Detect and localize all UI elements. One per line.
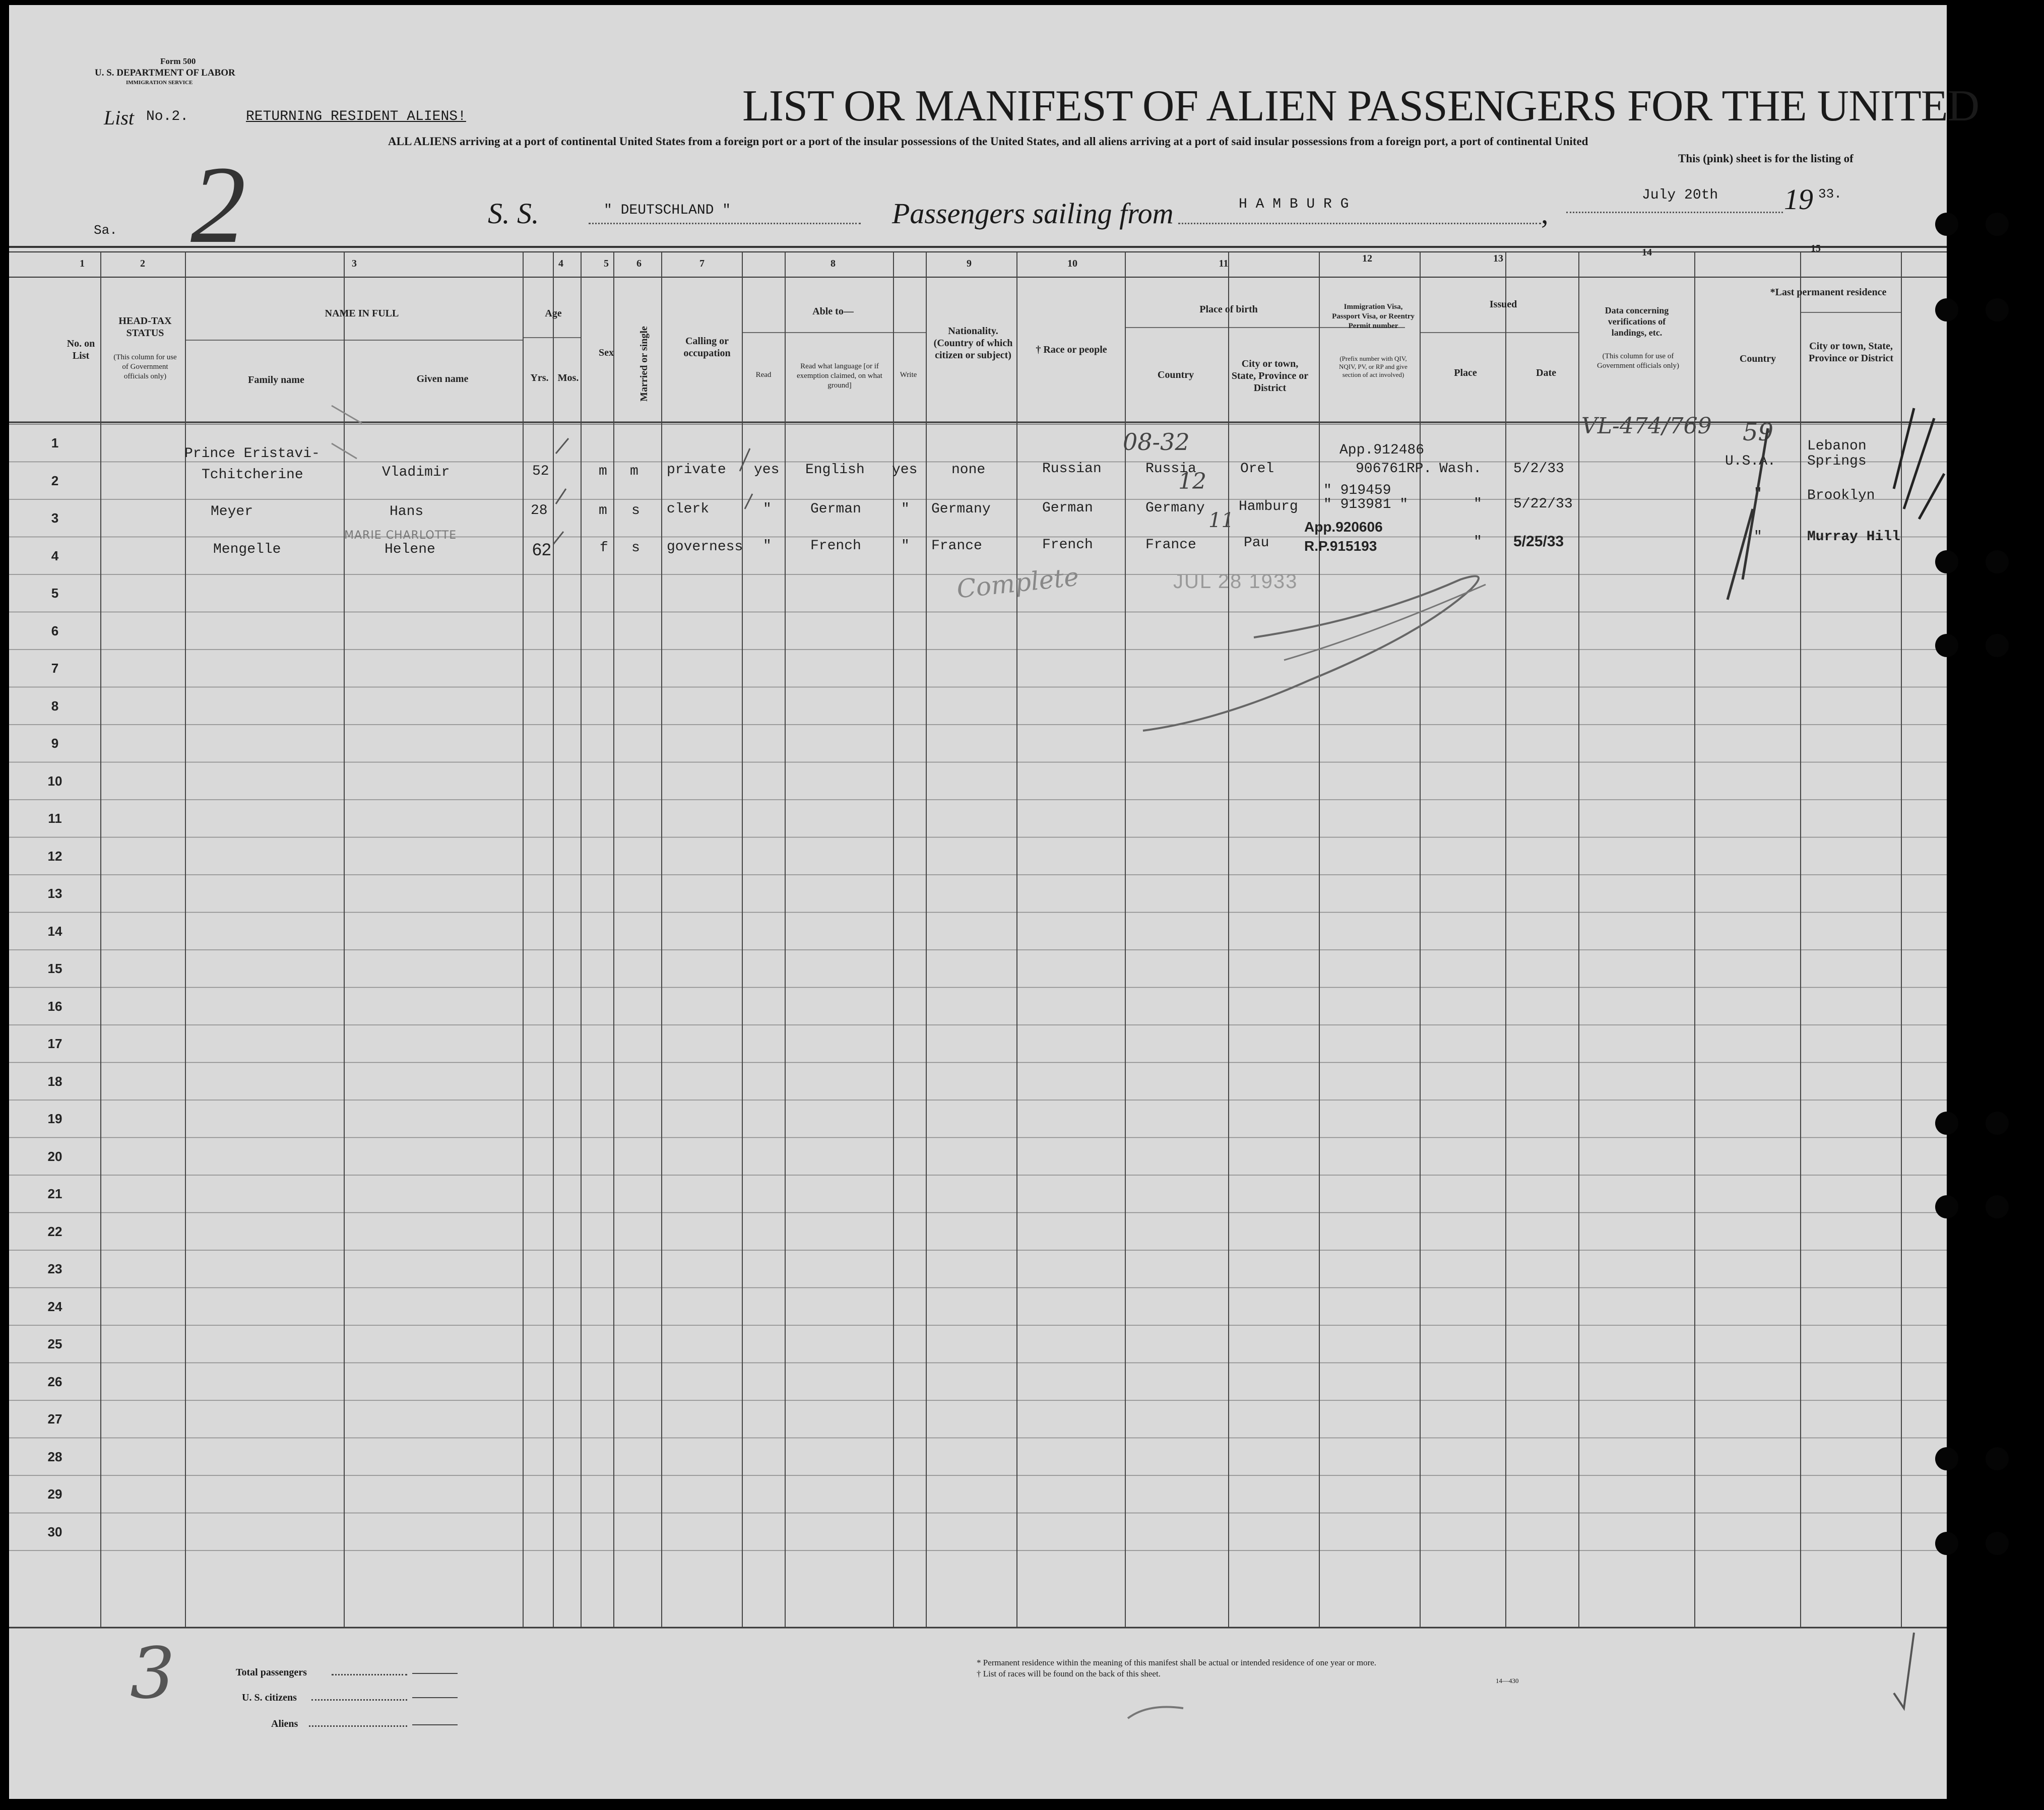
given-overwrite: MARIE CHARLOTTE [344,529,457,542]
binder-hole [1986,1195,2009,1218]
p2-nationality: Germany [931,501,991,517]
header-married: Married or single [638,326,650,402]
bottom-check-mark [1894,1633,1914,1708]
header-given-name: Given name [416,373,469,384]
row-number: 26 [47,1374,62,1389]
row-number: 6 [51,623,59,638]
row-number: 30 [47,1524,62,1539]
p1-family-line1: Prince Eristavi- [184,446,320,462]
port-name: H A M B U R G [1239,197,1349,212]
total-passengers-line [412,1673,458,1674]
header-head-tax: HEAD-TAX STATUS [118,315,172,339]
p1-res-city-line2: Springs [1807,454,1867,469]
header-issued: Issued [1489,299,1517,310]
row-number: 8 [51,698,59,714]
binder-hole [1986,1447,2009,1470]
row-number: 1 [51,435,59,450]
p1-race: Russian [1042,461,1102,477]
header-birth-country: Country [1157,369,1194,380]
header-place-of-birth: Place of birth [1199,304,1258,315]
binder-hole [1986,213,2009,236]
row-number: 16 [47,998,62,1014]
sailing-label: Passengers sailing from [892,197,1174,230]
manifest-title: LIST OR MANIFEST OF ALIEN PASSENGERS FOR THE UNITED [742,82,1979,131]
row-number: 7 [51,661,59,676]
p1-res-city-line1: Lebanon [1807,438,1867,454]
p2-given: Hans [390,504,424,520]
p2-sex: m [599,503,607,519]
header-write: Write [900,371,917,379]
p1-birth-country: Russia [1145,461,1196,477]
row-number: 9 [51,736,59,751]
service-label: IMMIGRATION SERVICE [126,80,193,86]
res-code-annotation: 59 [1743,418,1774,446]
p2-res-city: Brooklyn [1807,488,1875,503]
binder-hole [1986,634,2009,657]
p1-sex: m [599,464,607,479]
binder-hole [1935,550,1958,573]
p1-issued-place: Wash. [1439,461,1482,477]
department-label: U. S. DEPARTMENT OF LABOR [95,68,235,78]
aliens-label: Aliens [271,1718,298,1729]
header-data-note: (This column for use of Government officials only) [1596,352,1679,370]
p1-read: yes [754,462,780,478]
row-number: 11 [48,811,62,826]
signature-stroke [1143,576,1479,731]
header-sex: Sex [599,347,614,358]
header-age: Age [545,308,562,319]
total-passengers-dots [332,1674,407,1675]
row-number: 5 [51,586,59,601]
colnum-6: 6 [636,258,642,269]
p3-visa-line2: R.P.915193 [1304,538,1377,554]
colnum-9: 9 [967,258,972,269]
p2-occupation: clerk [667,501,710,517]
header-race: † Race or people [1036,344,1107,355]
p2-race: German [1042,500,1093,516]
header-age-yrs: Yrs. [530,372,549,383]
row-number: 15 [47,961,62,976]
list-number: No.2. [146,109,189,124]
p2-language: German [810,501,861,517]
colnum-8: 8 [831,258,836,269]
p3-sex: f [600,540,608,556]
sailing-date: July 20th [1642,187,1718,203]
us-citizens-line [412,1697,458,1698]
binder-hole [1935,1112,1958,1135]
signature-stroke-2 [1284,585,1486,660]
p3-read: " [763,538,772,554]
row-number: 21 [47,1186,62,1201]
row-number: 12 [47,848,62,864]
p2-read: " [763,501,772,517]
colnum-2: 2 [140,258,145,269]
p2-res-country: " [1754,486,1762,502]
check-marks-age [553,438,568,544]
comma-separator: , [1541,197,1549,230]
p2-birth-country: Germany [1145,500,1205,516]
p2-birth-city: Hamburg [1239,499,1298,514]
header-nationality: Nationality. (Country of which citizen or subject) [933,326,1013,361]
footnote-races: † List of races will be found on the back of this sheet. [977,1669,1161,1678]
p1-visa-line2: 906761RP. [1356,461,1432,477]
row-number: 10 [47,773,62,789]
row-number: 27 [47,1411,62,1427]
p3-race: French [1042,537,1093,553]
us-citizens-label: U. S. citizens [242,1692,297,1703]
colnum-15: 15 [1811,243,1821,254]
code-annotation-3: 11 [1208,509,1234,532]
list-label: List [104,106,135,129]
header-data-concerning: Data concerning verifications of landings, etc. [1605,305,1669,338]
p3-res-country: " [1754,529,1762,545]
row-number: 28 [47,1449,62,1464]
print-code: 14—430 [1496,1677,1519,1685]
row-number: 20 [47,1148,62,1164]
p3-family: Mengelle [213,542,281,557]
p3-nationality: France [931,538,982,554]
margin-check-marks [1894,408,1944,519]
year-suffix: 33. [1818,186,1842,202]
p2-status: s [631,503,640,519]
header-name-in-full: NAME IN FULL [325,308,399,319]
header-issued-date: Date [1536,367,1556,378]
binder-hole [1986,550,2009,573]
sa-label: Sa. [94,223,117,238]
code-annotation-2: 12 [1178,469,1206,494]
us-citizens-dots [311,1699,407,1701]
binder-hole [1935,1532,1958,1555]
header-res-country: Country [1739,353,1776,364]
p3-res-city: Murray Hill [1807,529,1900,545]
code-annotation-1: 08-32 [1123,428,1190,456]
row-number: 24 [47,1299,62,1314]
p3-occupation: governess [667,539,743,555]
p2-yrs: 28 [531,503,548,519]
year-prefix: 19 [1784,183,1813,216]
ditto-slash-marks [1728,428,1768,600]
p3-given: Helene [385,542,435,557]
p1-res-country: U.S.A. [1725,454,1776,469]
p2-write: " [901,501,910,517]
binder-hole [1935,634,1958,657]
header-visa-note: (Prefix number with QIV, NQIV, PV, or RP and give section of act involved) [1339,355,1408,378]
aliens-dots [309,1725,407,1727]
total-mark: 3 [130,1633,175,1715]
binder-hole [1935,298,1958,321]
p3-birth-country: France [1145,537,1196,553]
colnum-4: 4 [558,258,563,269]
p1-visa-line1: App.912486 [1339,442,1425,458]
p3-language: French [810,538,861,554]
colnum-14: 14 [1642,247,1652,258]
subtitle-line2: This (pink) sheet is for the listing of [1678,152,1854,165]
p1-birth-city: Orel [1240,461,1274,477]
binder-hole [1935,1447,1958,1470]
row-number: 29 [47,1486,62,1502]
p3-birth-city: Pau [1244,535,1269,551]
p2-family: Meyer [211,504,253,520]
header-age-mos: Mos. [557,372,579,383]
p1-given: Vladimir [382,465,450,480]
p1-issued-date: 5/2/33 [1513,461,1564,477]
header-read: Read [755,371,772,379]
colnum-13: 13 [1493,253,1503,264]
header-last-residence: *Last permanent residence [1770,287,1887,298]
colnum-7: 7 [699,258,705,269]
header-family-name: Family name [248,374,304,385]
manifest-page [9,5,1979,1799]
p2-issued-date: 5/22/33 [1513,496,1573,512]
p2-visa-line1: " 919459 [1323,483,1391,498]
row-number: 25 [47,1336,62,1351]
bottom-scribble [1128,1707,1183,1719]
total-passengers-label: Total passengers [236,1667,307,1678]
pencil-ticks [332,406,362,459]
p1-nationality: none [951,462,986,478]
row-number: 23 [47,1261,62,1276]
sheet-number: 2 [190,143,246,266]
p3-issued-place: " [1474,534,1482,550]
header-calling: Calling or occupation [683,336,731,359]
p2-issued-place: " [1474,496,1482,512]
handwritten-marks [9,5,1947,1799]
header-visa: Immigration Visa, Passport Visa, or Reentry Permit number [1332,303,1415,330]
row-number: 17 [47,1036,62,1051]
colnum-5: 5 [604,258,609,269]
header-able-to: Able to— [812,306,854,317]
binder-hole [1986,1532,2009,1555]
form-number: Form 500 [160,56,196,66]
p3-yrs: 62 [532,540,551,559]
row-number: 4 [51,548,59,563]
p1-write: yes [892,462,918,478]
row-number: 22 [47,1223,62,1239]
ss-label: S. S. [488,197,539,230]
header-issued-place: Place [1454,367,1477,378]
header-no-on-list: No. on List [67,338,95,361]
colnum-11: 11 [1219,258,1229,269]
p1-family-line2: Tchitcherine [202,467,303,483]
header-head-tax-note: (This column for use of Government officials only) [113,353,177,380]
header-res-city: City or town, State, Province or District [1808,341,1894,364]
p1-status: m [630,464,638,479]
row-number: 14 [47,923,62,939]
date-stamp: JUL 28 1933 [1173,570,1298,593]
p3-visa-line1: App.920606 [1304,519,1383,535]
p2-visa-line2: " 913981 " [1323,497,1409,512]
binder-hole [1986,298,2009,321]
subtitle-line1: ALL ALIENS arriving at a port of continental United States from a foreign port or a port of the insular possessions of the United States, and all aliens arriving at a port of said insular possessions from a foreign port, a port of continental United [388,135,1588,148]
colnum-12: 12 [1362,253,1372,264]
row-number: 13 [47,886,62,901]
footnote-residence: * Permanent residence within the meaning of this manifest shall be actual or intended residence of one year or more. [977,1658,1377,1667]
row-number: 18 [47,1073,62,1089]
colnum-10: 10 [1067,258,1077,269]
p3-write: " [901,538,910,554]
binder-hole [1935,1195,1958,1218]
row-number: 2 [51,473,59,488]
p1-occupation: private [667,462,726,478]
binder-hole [1935,213,1958,236]
p1-yrs: 52 [532,464,549,479]
check-marks-read [740,448,752,509]
complete-annotation: Complete [955,562,1080,604]
colnum-3: 3 [352,258,357,269]
row-number: 3 [51,510,59,526]
colnum-1: 1 [80,258,85,269]
header-read-what: Read what language [or if exemption claimed, on what ground] [797,362,882,390]
list-type: RETURNING RESIDENT ALIENS! [246,109,466,124]
p1-language: English [805,462,865,478]
p3-issued-date: 5/25/33 [1513,533,1564,550]
ship-name: " DEUTSCHLAND " [604,203,731,218]
verification-number: VL-474/769 [1581,413,1712,439]
p3-status: s [631,540,640,556]
row-number: 19 [47,1111,62,1126]
header-birth-city: City or town, State, Province or District [1231,358,1309,394]
aliens-line [412,1724,458,1725]
binder-hole [1986,1112,2009,1135]
